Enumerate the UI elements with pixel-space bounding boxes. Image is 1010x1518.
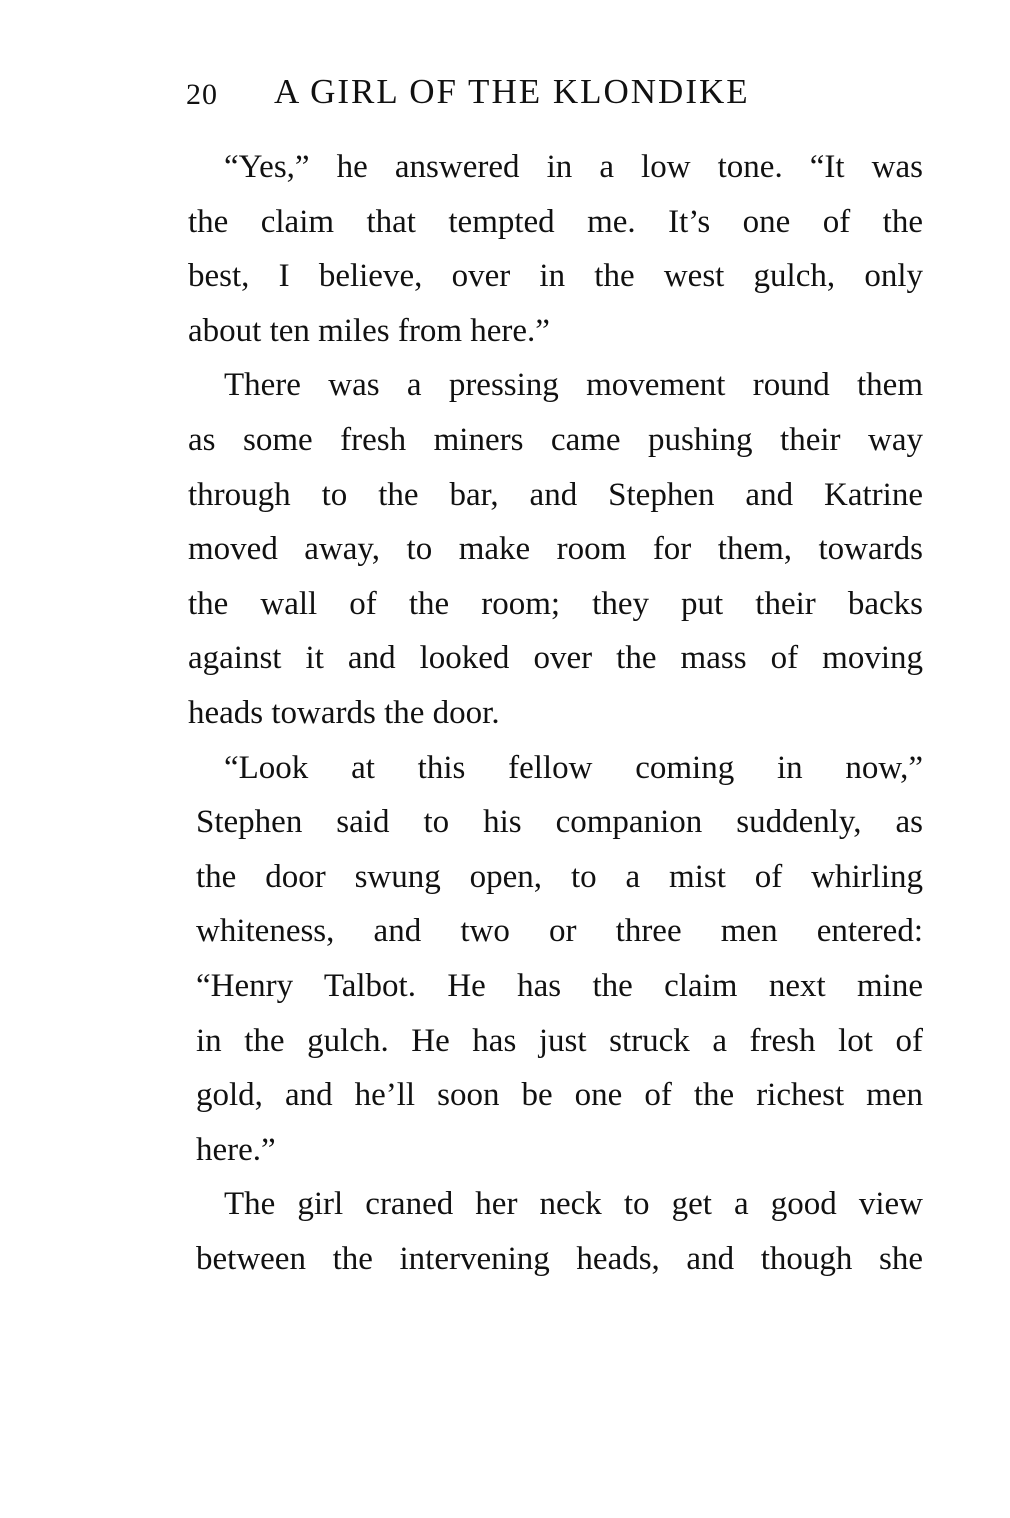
text-line: about ten miles from here.”	[188, 312, 550, 349]
text-line: The girl craned her neck to get a good view	[224, 1186, 923, 1223]
text-line: gold, and he’ll soon be one of the richest men	[196, 1077, 923, 1114]
text-line: “Yes,” he answered in a low tone. “It was	[224, 149, 923, 185]
running-head	[186, 72, 886, 122]
text-line: here.”	[196, 1131, 276, 1168]
book-title: A GIRL OF THE KLONDIKE	[274, 72, 750, 111]
text-line: as some fresh miners came pushing their way	[188, 421, 923, 458]
text-line: There was a pressing movement round them	[224, 367, 923, 404]
text-line: in the gulch. He has just struck a fresh lot of	[196, 1022, 923, 1059]
text-line: against it and looked over the mass of moving	[188, 640, 923, 677]
text-line: between the intervening heads, and though she	[196, 1240, 923, 1277]
text-line: best, I believe, over in the west gulch, only	[188, 258, 923, 295]
text-line: “Henry Talbot. He has the claim next mine	[196, 967, 923, 1004]
text-line: Stephen said to his companion suddenly, as	[196, 804, 923, 841]
text-line: through to the bar, and Stephen and Katrine	[188, 476, 923, 513]
page-number: 20	[186, 78, 218, 111]
text-line: heads towards the door.	[188, 694, 500, 731]
text-line: the claim that tempted me. It’s one of the	[188, 203, 923, 240]
body-text	[188, 140, 923, 1286]
text-line: moved away, to make room for them, towards	[188, 531, 923, 568]
text-line: “Look at this fellow coming in now,”	[224, 749, 923, 786]
text-line: the wall of the room; they put their backs	[188, 585, 923, 622]
text-line: the door swung open, to a mist of whirling	[196, 858, 923, 895]
text-line: whiteness, and two or three men entered:	[196, 913, 923, 950]
